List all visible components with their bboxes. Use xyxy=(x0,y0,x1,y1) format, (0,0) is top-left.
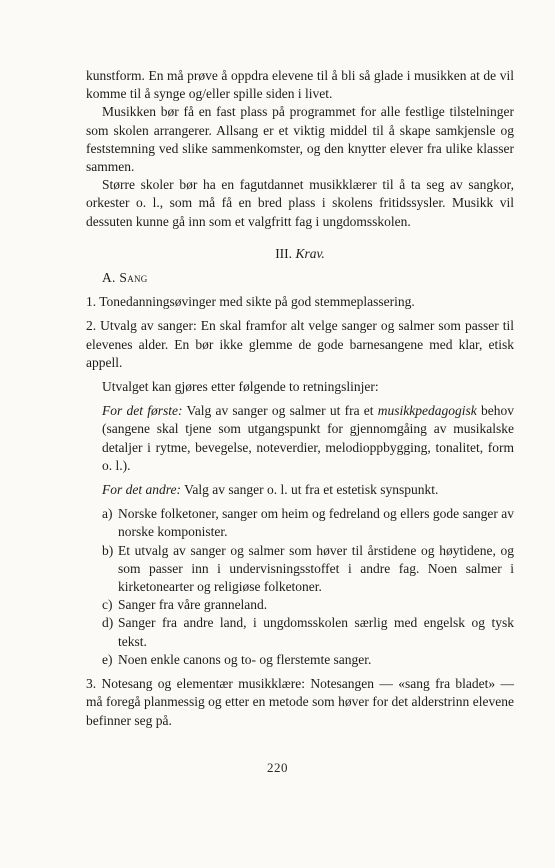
guideline-first-italic: musikkpedagogisk xyxy=(377,403,477,419)
list-marker: a) xyxy=(102,506,113,522)
list-text: Noen enkle canons og to- og flerstemte sanger. xyxy=(118,651,372,667)
section-heading xyxy=(86,245,514,263)
list-marker: d) xyxy=(102,615,114,631)
section-roman: III. xyxy=(275,245,293,261)
list-text: Norske folketoner, sanger om heim og fedreland og ellers gode sanger av norske komponister. xyxy=(118,506,514,540)
list-text: Sanger fra våre granneland. xyxy=(118,597,268,613)
list-marker: b) xyxy=(102,542,114,558)
list-item xyxy=(102,596,514,614)
page-text xyxy=(86,67,514,730)
guideline-first-text-b: behov (sangene skal tjene som utgangspunkt for gjennomgåing av musikalske detaljer i rytme, bevegelse, noteverdier, melodioppbygging, tonalitet, form o. l.). xyxy=(102,403,514,473)
list-item xyxy=(102,542,514,597)
paragraph-kunstform: kunstform. En må prøve å oppdra elevene til å bli så glade i musikken at de vil komme til å synge og/eller spille siden i livet. xyxy=(86,68,514,102)
list-item xyxy=(102,651,514,669)
guideline-first-label: For det første: xyxy=(102,403,183,419)
section-title: Krav. xyxy=(295,245,325,261)
item-one: 1. Tonedanningsøvinger med sikte på god stemmeplassering. xyxy=(86,294,415,310)
guideline-second xyxy=(102,481,514,499)
list-text: Sanger fra andre land, i ungdomsskolen særlig med engelsk og tysk tekst. xyxy=(118,615,514,649)
paragraph-musikken: Musikken bør få en fast plass på programmet for alle festlige tilstelninger som skolen arrangerer. Allsang er et viktig middel til å skape samkjensle og feststemning ved slike sammenkomster, og den knytter elever fra ulike klasser sammen. xyxy=(86,104,514,175)
list-item xyxy=(102,505,514,541)
list-text: Et utvalg av sanger og salmer som høver til årstidene og høytidene, og som passer inn i undervisningsstoffet i andre fag. Noen salmer i kirketonearter og religiøse folketoner. xyxy=(118,542,514,595)
guideline-second-label: For det andre: xyxy=(102,482,181,498)
list-item xyxy=(102,614,514,650)
item-two: 2. Utvalg av sanger: En skal framfor alt velge sanger og salmer som passer til elevenes alder. En bør ikke glemme de gode barnesangene med klar, etisk appell. xyxy=(86,318,514,370)
subsection-heading: A. Sang xyxy=(102,270,148,286)
guideline-first-text-a: Valg av sanger og salmer ut fra et xyxy=(186,403,374,419)
guidelines-intro: Utvalget kan gjøres etter følgende to retningslinjer: xyxy=(102,379,379,395)
page-number: 220 xyxy=(267,760,288,775)
list-marker: c) xyxy=(102,597,113,613)
list-marker: e) xyxy=(102,651,113,667)
item-three: 3. Notesang og elementær musikklære: Notesangen — «sang fra bladet» — må foregå planmessig og etter en metode som høver for det alderstrinn elevene befinner seg på. xyxy=(86,676,514,728)
paragraph-storre-skoler: Større skoler bør ha en fagutdannet musikklærer til å ta seg av sangkor, orkester o. l., som må få en bred plass i skolens fritidssysler. Musikk vil dessuten kunne gå inn som et valgfritt fag i ungdomsskolen. xyxy=(86,177,514,229)
guideline-first xyxy=(102,402,514,475)
song-category-list xyxy=(102,505,514,669)
guideline-second-text: Valg av sanger o. l. ut fra et estetisk synspunkt. xyxy=(184,482,439,498)
